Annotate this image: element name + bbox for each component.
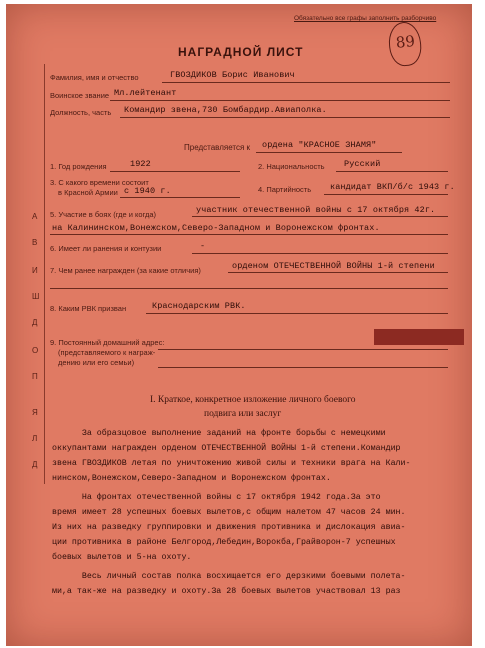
body-line: На фронтах отечественной войны с 17 октября 1942 года.За это	[52, 493, 381, 502]
side-letter: Д	[32, 460, 38, 469]
body-text	[52, 426, 410, 599]
presented-label: Представляется к	[184, 143, 251, 152]
side-letter: А	[32, 212, 38, 221]
fio-value: ГВОЗДИКОВ Борис Иванович	[170, 70, 295, 80]
body-line: Из них на разведку группировки и движения противника и дислокация авиа-	[52, 523, 406, 532]
awards-line	[228, 272, 448, 273]
position-value: Командир звена,730 Бомбардир.Авиаполка.	[124, 105, 327, 115]
party-label: 4. Партийность	[258, 185, 312, 194]
side-letter: О	[32, 346, 39, 355]
birth-label: 1. Год рождения	[50, 162, 107, 171]
birth-value: 1922	[130, 159, 151, 169]
presented-value: ордена "КРАСНОЕ ЗНАМЯ"	[262, 140, 377, 150]
redacted-block	[374, 329, 464, 345]
body-line: звена ГВОЗДИКОВ летая по уничтожению живой силы и техники врага на Кали-	[52, 459, 411, 468]
wounds-value: -	[200, 241, 206, 251]
side-letter: Ш	[32, 292, 40, 301]
stamp-number: 89	[394, 32, 416, 52]
award-sheet	[6, 4, 472, 646]
section-heading-2: подвига или заслуг	[204, 409, 282, 419]
side-letter: Л	[32, 434, 38, 443]
rank-value: Мл.лейтенант	[114, 88, 177, 98]
nationality-label: 2. Национальность	[258, 162, 325, 171]
body-line: боевых вылетов и 5-на охоту.	[52, 553, 192, 562]
battles-value-2: на Калининском,Вонежском,Северо-Западном и Воронежском фронтах.	[52, 223, 380, 233]
battles-line-2	[50, 234, 448, 235]
rvk-value: Краснодарским РВК.	[152, 301, 246, 311]
address-line-2	[158, 367, 448, 368]
party-line	[324, 194, 448, 195]
body-line: нинском,Вонежском,Северо-Западном и Воронежском фронтах.	[52, 474, 331, 483]
army-line	[120, 197, 240, 198]
side-letter: И	[32, 266, 38, 275]
body-line: время имеет 28 успешных боевых вылетов,с общим налетом 47 часов 24 мин.	[52, 508, 406, 517]
rank-label: Воинское звание	[50, 91, 110, 100]
position-label: Должность, часть	[50, 108, 112, 117]
margin-line	[44, 64, 45, 484]
handwritten-stamp-mark	[387, 20, 423, 67]
nationality-value: Русский	[344, 159, 381, 169]
side-letter: Я	[32, 408, 38, 417]
rvk-label: 8. Каким РВК призван	[50, 304, 127, 313]
side-letter: П	[32, 372, 38, 381]
address-label-1: 9. Постоянный домашний адрес:	[50, 338, 165, 347]
section-heading-1: I. Краткое, конкретное изложение личного боевого	[150, 395, 356, 405]
nationality-line	[336, 171, 448, 172]
position-line	[120, 117, 450, 118]
army-label-2: в Красной Армии	[58, 188, 118, 197]
body-line: ции противника в районе Белгород,Лебедин,Ворокба,Грайворон-7 успешных	[52, 538, 396, 547]
fio-label: Фамилия, имя и отчество	[50, 73, 139, 82]
body-line: оккупантами награжден орденом ОТЕЧЕСТВЕННОЙ ВОЙНЫ 1-й степени.Командир	[52, 444, 401, 453]
fio-line	[162, 82, 450, 83]
battles-value-1: участник отечественной войны с 17 октября 42г.	[196, 205, 436, 215]
battles-label: 5. Участие в боях (где и когда)	[50, 210, 157, 219]
rvk-line	[146, 313, 448, 314]
page-title: НАГРАДНОЙ ЛИСТ	[178, 45, 304, 59]
awards-value: орденом ОТЕЧЕСТВЕННОЙ ВОЙНЫ 1-й степени	[232, 261, 435, 271]
side-letter: Д	[32, 318, 38, 327]
presented-line	[256, 152, 402, 153]
awards-label: 7. Чем ранее награжден (за какие отличия)	[50, 266, 201, 275]
army-value: с 1940 г.	[124, 186, 171, 196]
mandatory-note: Обязательно все графы заполнить разборчиво	[294, 15, 437, 22]
body-line: Весь личный состав полка восхищается его дерзкими боевыми полета-	[52, 572, 406, 581]
body-line: За образцовое выполнение заданий на фронте борьбы с немецкими	[52, 429, 386, 438]
party-value: кандидат ВКП/б/с 1943 г.	[330, 182, 455, 192]
wounds-label: 6. Имеет ли ранения и контузии	[50, 244, 162, 253]
rank-line	[110, 100, 450, 101]
side-letter: В	[32, 238, 38, 247]
address-label-2: (представляемого к награж-	[58, 348, 156, 357]
address-line-1	[158, 349, 448, 350]
body-line: ми,а так-же на разведку и охоту.За 28 боевых вылетов участвовал 13 раз	[52, 587, 401, 596]
wounds-line	[192, 253, 448, 254]
birth-line	[110, 171, 240, 172]
address-label-3: дению или его семьи)	[58, 358, 135, 367]
battles-line-1	[192, 216, 448, 217]
awards-line-2	[50, 288, 448, 289]
army-label-1: 3. С какого времени состоит	[50, 178, 149, 187]
